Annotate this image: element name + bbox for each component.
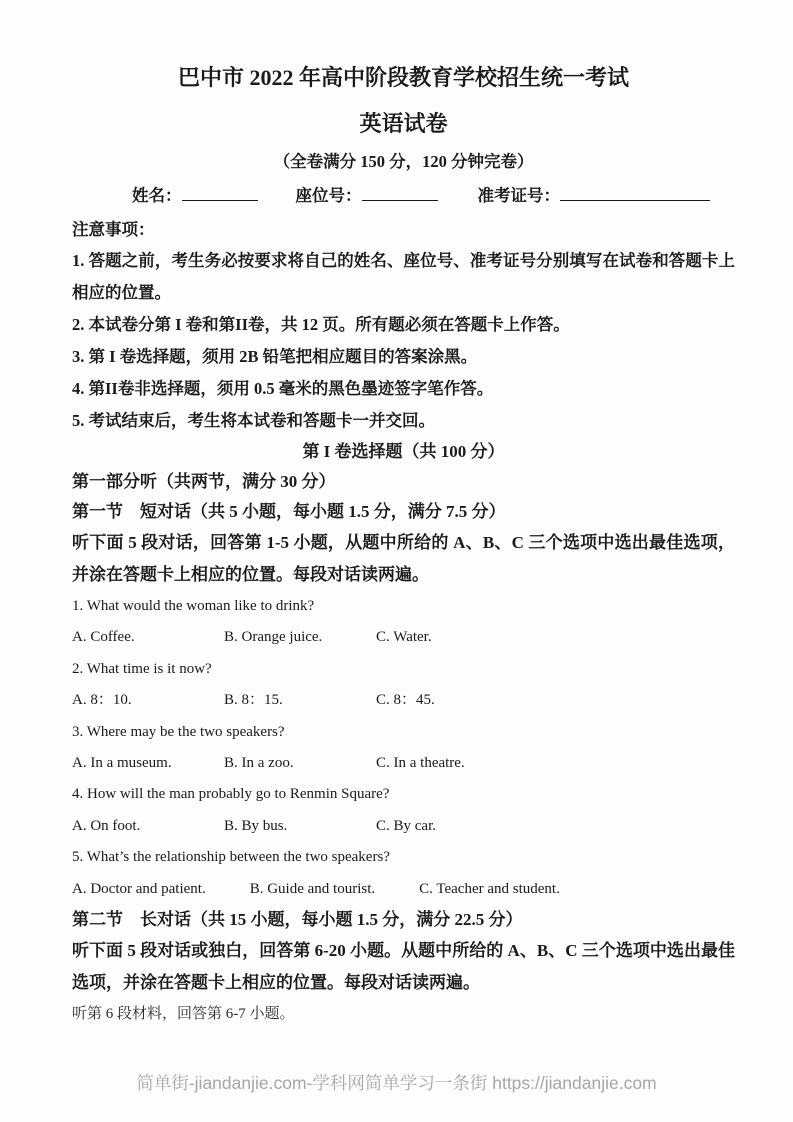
option-b: B. Guide and tourist. bbox=[249, 880, 376, 897]
option-c: C. By car. bbox=[376, 817, 436, 834]
notice-item-2: 2. 本试卷分第 I 卷和第II卷，共 12 页。所有题必须在答题卡上作答。 bbox=[72, 315, 570, 334]
paper-subject: 英语试卷 bbox=[359, 111, 448, 136]
question-4-options bbox=[72, 811, 735, 842]
option-b: B. By bus. bbox=[224, 817, 288, 834]
section1-instructions: 听下面 5 段对话，回答第 1-5 小题，从题中所给的 A、B、C 三个选项中选出最佳选项，并涂在答题卡上相应的位置。每段对话读两遍。 bbox=[72, 533, 735, 584]
option-b: B. In a zoo. bbox=[224, 755, 294, 772]
ticket-blank bbox=[560, 184, 710, 201]
option-c: C. 8：45. bbox=[376, 692, 435, 709]
score-note: （全卷满分 150 分，120 分钟完卷） bbox=[273, 152, 534, 171]
option-c: C. Teacher and student. bbox=[419, 880, 560, 897]
question-5: 5. What’s the relationship between the two speakers? bbox=[72, 849, 390, 866]
option-b: B. Orange juice. bbox=[224, 629, 323, 646]
seat-blank bbox=[362, 184, 438, 201]
question-1-options bbox=[72, 622, 735, 653]
watermark-footer: 简单街-jiandanjie.com-学科网简单学习一条街 https://jiandanjie.com bbox=[136, 1073, 657, 1093]
part1-title: 第一部分听（共两节，满分 30 分） bbox=[72, 472, 336, 491]
question-1: 1. What would the woman like to drink? bbox=[72, 598, 315, 614]
option-c: C. In a theatre. bbox=[376, 755, 465, 772]
notice-item-3: 3. 第 I 卷选择题，须用 2B 铅笔把相应题目的答案涂黑。 bbox=[72, 347, 478, 366]
option-c: C. Water. bbox=[376, 629, 432, 646]
section2-instructions: 听下面 5 段对话或独白，回答第 6-20 小题。从题中所给的 A、B、C 三个选项中选出最佳选项，并涂在答题卡上相应的位置。每段对话读两遍。 bbox=[72, 941, 735, 993]
page-title: 巴中市 2022 年高中阶段教育学校招生统一考试 bbox=[177, 65, 629, 90]
seat-label: 座位号： bbox=[295, 186, 362, 205]
notice-title: 注意事项： bbox=[72, 220, 155, 239]
section2-title: 第二节 长对话（共 15 小题，每小题 1.5 分，满分 22.5 分） bbox=[72, 910, 523, 930]
option-a: A. 8：10. bbox=[72, 692, 132, 709]
option-b: B. 8：15. bbox=[224, 692, 283, 709]
candidate-info-row bbox=[72, 182, 735, 210]
option-a: A. Coffee. bbox=[72, 629, 135, 646]
notice-item-1: 1. 答题之前，考生务必按要求将自己的姓名、座位号、准考证号分别填写在试卷和答题卡上相应的位置。 bbox=[72, 251, 735, 302]
question-2-options bbox=[72, 685, 735, 716]
name-label: 姓名： bbox=[132, 186, 182, 205]
notice-item-4: 4. 第II卷非选择题，须用 0.5 毫米的黑色墨迹签字笔作答。 bbox=[72, 379, 494, 398]
material-note: 听第 6 段材料，回答第 6-7 小题。 bbox=[72, 1006, 295, 1023]
section1-title: 第一节 短对话（共 5 小题，每小题 1.5 分，满分 7.5 分） bbox=[72, 502, 506, 521]
question-5-options bbox=[72, 874, 735, 905]
question-3: 3. Where may be the two speakers? bbox=[72, 723, 285, 740]
volume1-title: 第 I 卷选择题（共 100 分） bbox=[302, 442, 505, 461]
notice-item-5: 5. 考试结束后，考生将本试卷和答题卡一并交回。 bbox=[72, 411, 435, 430]
name-blank bbox=[182, 184, 258, 201]
option-a: A. Doctor and patient. bbox=[72, 880, 206, 897]
option-a: A. In a museum. bbox=[72, 755, 172, 772]
question-2: 2. What time is it now? bbox=[72, 660, 212, 677]
question-4: 4. How will the man probably go to Renmin Square? bbox=[72, 786, 390, 803]
question-list bbox=[72, 591, 735, 905]
ticket-label: 准考证号： bbox=[477, 186, 560, 205]
question-3-options bbox=[72, 748, 735, 779]
option-a: A. On foot. bbox=[72, 817, 141, 834]
